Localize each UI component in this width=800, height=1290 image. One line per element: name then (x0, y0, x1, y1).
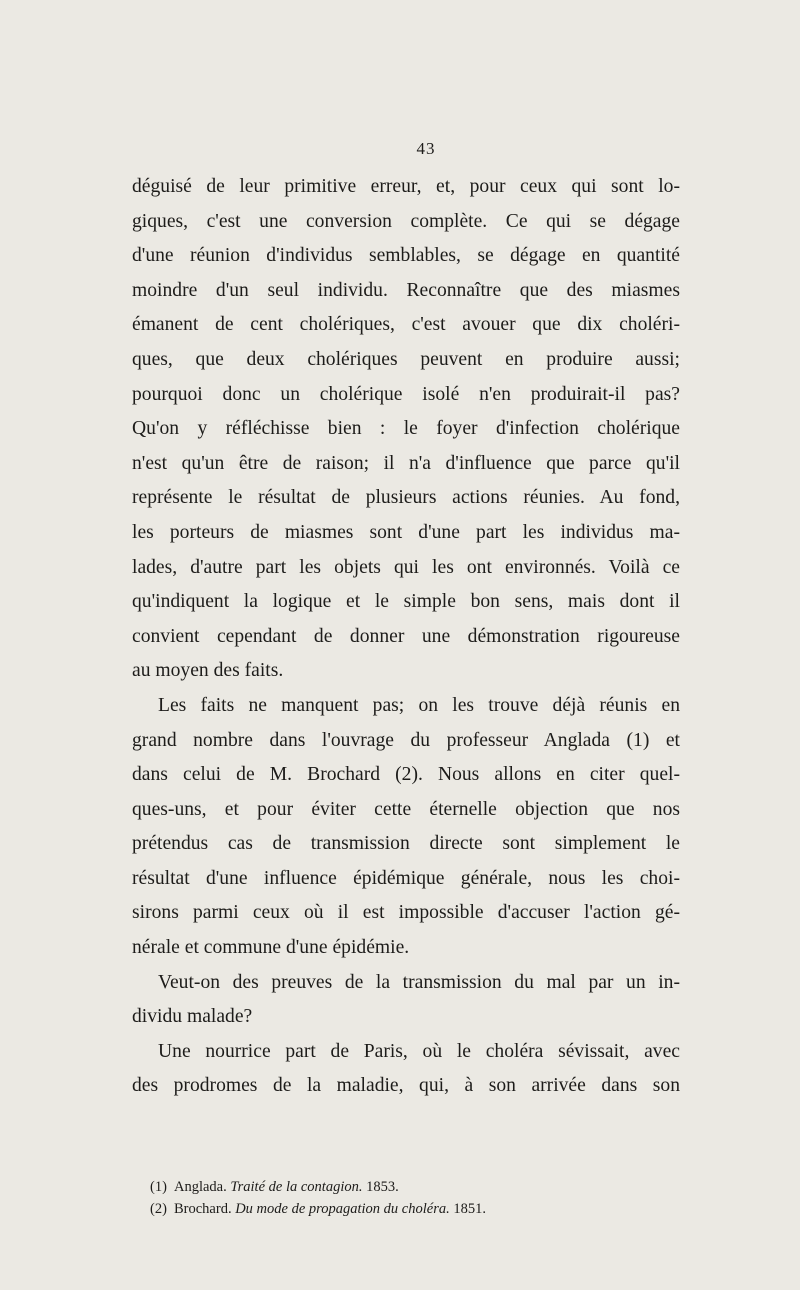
text-line: des prodromes de la maladie, qui, à son arrivée dans son (132, 1075, 680, 1097)
text-line: nérale et commune d'une épidémie. (132, 937, 410, 959)
text-line: Veut-on des preuves de la transmission du mal par un in- (158, 971, 680, 993)
text-line: convient cependant de donner une démonstration rigoureuse (132, 625, 680, 647)
footnote-author: Brochard. (174, 1201, 232, 1217)
text-line: émanent de cent cholériques, c'est avouer que dix choléri- (132, 314, 680, 336)
page-number: 43 (416, 139, 436, 158)
footnote-title: Traité de la contagion. (230, 1179, 363, 1195)
text-line: giques, c'est une conversion complète. Ce qui se dégage (132, 210, 680, 232)
text-line: prétendus cas de transmission directe sont simplement le (132, 833, 680, 855)
text-line: les porteurs de miasmes sont d'une part les individus ma- (132, 521, 680, 543)
footnote-number: (1) (150, 1179, 167, 1195)
footnote (150, 1176, 710, 1198)
text-line: qu'indiquent la logique et le simple bon sens, mais dont il (132, 591, 680, 613)
text-line: sirons parmi ceux où il est impossible d'accuser l'action gé- (132, 902, 680, 924)
body-text (132, 170, 680, 1104)
text-line: moindre d'un seul individu. Reconnaître que des miasmes (132, 279, 680, 301)
footnotes (150, 1176, 710, 1220)
text-line: dans celui de M. Brochard (2). Nous allons en citer quel- (132, 764, 680, 786)
text-line: déguisé de leur primitive erreur, et, pour ceux qui sont lo- (132, 176, 680, 197)
footnote-number: (2) (150, 1201, 167, 1217)
text-line: Les faits ne manquent pas; on les trouve déjà réunis en (158, 694, 680, 716)
footnote-year: 1851. (453, 1201, 486, 1217)
text-line: ques, que deux cholériques peuvent en produire aussi; (132, 348, 680, 370)
text-line: pourquoi donc un cholérique isolé n'en produirait-il pas? (132, 383, 680, 405)
footnote-author: Anglada. (174, 1179, 227, 1195)
text-line: ques-uns, et pour éviter cette éternelle objection que nos (132, 798, 680, 820)
text-line: au moyen des faits. (132, 660, 284, 682)
text-line: d'une réunion d'individus semblables, se dégage en quantité (132, 245, 680, 267)
text-line: résultat d'une influence épidémique générale, nous les choi- (132, 867, 680, 889)
footnote-year: 1853. (366, 1179, 399, 1195)
text-line: Qu'on y réfléchisse bien : le foyer d'infection cholérique (132, 418, 680, 440)
footnote (150, 1198, 710, 1220)
text-line: dividu malade? (132, 1006, 253, 1028)
text-line: Une nourrice part de Paris, où le choléra sévissait, avec (158, 1040, 680, 1062)
text-line: lades, d'autre part les objets qui les ont environnés. Voilà ce (132, 556, 680, 578)
text-line: représente le résultat de plusieurs actions réunies. Au fond, (132, 487, 680, 509)
text-line: n'est qu'un être de raison; il n'a d'influence que parce qu'il (132, 452, 680, 474)
footnote-title: Du mode de propagation du choléra. (235, 1201, 450, 1217)
text-line: grand nombre dans l'ouvrage du professeur Anglada (1) et (132, 729, 680, 751)
